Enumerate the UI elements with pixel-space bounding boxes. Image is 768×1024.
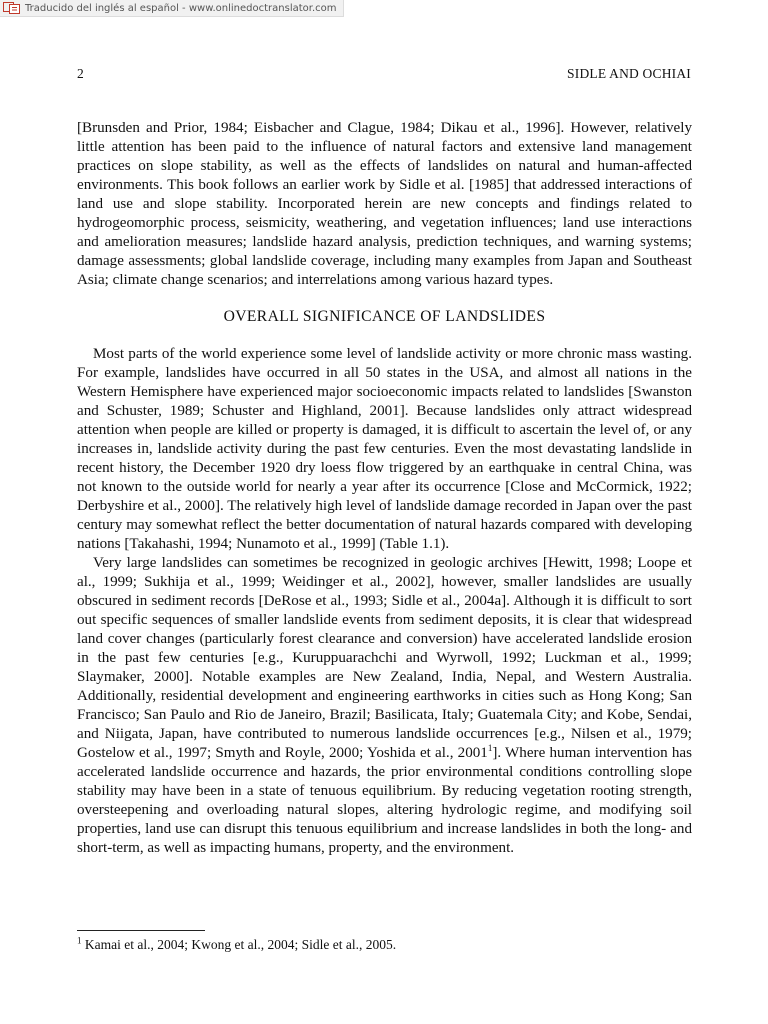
paragraph-text-continued: ]. Where human intervention has accelerated landslide occurrence and hazards, the prior environmental conditions controlling slope stability may have been in a state of tenuous equilibrium. By reducing vegetation rooting strength, oversteepening and overloading natural slopes, altering hydrologic regime, and modifying soil properties, land use can disrupt this tenuous equilibrium and increase landslides in both the long- and short-term, as well as impacting humans, property, and the environment. xyxy=(77,745,692,856)
paragraph-text: Very large landslides can sometimes be recognized in geologic archives [Hewitt, 1998; Loope et al., 1999; Sukhija et al., 1999; Weidinger et al., 2002], however, smaller landslides are usually obscured in sediment records [DeRose et al., 1993; Sidle et al., 2004a]. Although it is difficult to sort out specific sequences of smaller landslide events from sediment deposits, it is clear that widespread land cover changes (particularly forest clearance and conversion) have accelerated landslide erosion in the past few centuries [e.g., Kuruppuarachchi and Wyrwoll, 1992; Luckman et al., 1999; Slaymaker, 2000]. Notable examples are New Zealand, India, Nepal, and Western Australia. Additionally, residential development and engineering earthworks in cities such as Hong Kong; San Francisco; San Paulo and Rio de Janeiro, Brazil; Basilicata, Italy; Guatemala City; and Kobe, Sendai, and Niigata, Japan, have contributed to numerous landslide occurrences [e.g., Nilsen et al., 1979; Gostelow et al., 1997; Smyth and Royle, 2000; Yoshida et al., 2001 xyxy=(77,555,692,761)
footnote xyxy=(77,930,692,953)
footnote-text: Kamai et al., 2004; Kwong et al., 2004; Sidle et al., 2005. xyxy=(84,937,397,952)
intro-paragraph: [Brunsden and Prior, 1984; Eisbacher and Clague, 1984; Dikau et al., 1996]. However, relatively little attention has been paid to the influence of natural factors and extensive land management practices on slope stability, as well as the effects of landslides on natural and human-affected environments. This book follows an earlier work by Sidle et al. [1985] that addressed interactions of land use and slope stability. Incorporated herein are new concepts and findings related to hydrogeomorphic process, seismicity, weathering, and vegetation influences; land use interactions and amelioration measures; landslide hazard analysis, prediction techniques, and warning systems; damage assessments; global landslide coverage, including many examples from Japan and Southeast Asia; climate change scenarios; and interrelations among various hazard types. xyxy=(77,120,692,288)
section-heading: OVERALL SIGNIFICANCE OF LANDSLIDES xyxy=(223,308,546,325)
paragraph-large-landslides xyxy=(77,554,692,858)
footnote-marker: 1 xyxy=(77,935,82,946)
footnote-reference: 1 xyxy=(487,742,493,753)
running-head: SIDLE AND OCHIAI xyxy=(567,66,691,81)
paragraph-overall-significance: Most parts of the world experience some level of landslide activity or more chronic mass wasting. For example, landslides have occurred in all 50 states in the USA, and almost all nations in the Western Hemisphere have experienced major socioeconomic impacts related to landslides [Swanston and Schuster, 1989; Schuster and Highland, 2001]. Because landslides only attract widespread attention when people are killed or property is damaged, it is difficult to ascertain the level of, or any increases in, landslide activity during the past few centuries. Even the most devastating landslide in recent history, the December 1920 dry loess flow triggered by an earthquake in central China, was not known to the outside world for nearly a year after its occurrence [Close and McCormick, 1922; Derbyshire et al., 2000]. The relatively high level of landslide damage recorded in Japan over the past century may somewhat reflect the better documentation of natural hazards compared with developing nations [Takahashi, 1994; Nunamoto et al., 1999] (Table 1.1). xyxy=(77,346,692,552)
translator-banner[interactable] xyxy=(0,0,344,17)
translator-logo-icon xyxy=(3,2,21,14)
banner-text[interactable]: Traducido del inglés al español - www.onlinedoctranslator.com xyxy=(25,2,337,14)
footnote-divider xyxy=(77,930,205,931)
main-body xyxy=(77,119,692,858)
page-header xyxy=(77,66,691,84)
page-number: 2 xyxy=(77,66,84,81)
